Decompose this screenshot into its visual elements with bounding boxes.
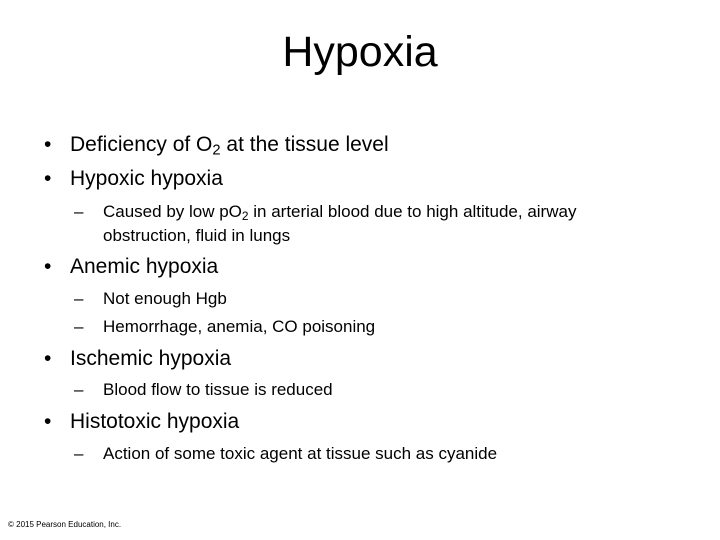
bullet-text: Hypoxic hypoxia — [70, 167, 223, 190]
bullet-marker: • — [44, 347, 52, 370]
sub-bullet-text: Blood flow to tissue is reduced — [103, 380, 333, 399]
page-title: Hypoxia — [282, 28, 438, 76]
copyright-footer: © 2015 Pearson Education, Inc. — [8, 520, 122, 529]
sub-bullet-marker: – — [74, 444, 84, 463]
bullet-text: Ischemic hypoxia — [70, 347, 232, 370]
sub-bullet-text: obstruction, fluid in lungs — [103, 226, 291, 245]
sub-bullet-marker: – — [74, 317, 84, 336]
sub-bullet-marker: – — [74, 380, 84, 399]
bullet-text: Deficiency of $O_2$ at the tissue level — [70, 133, 389, 159]
sub-bullet-text: Action of some toxic agent at tissue such as cyanide — [103, 444, 498, 463]
bullet-marker: • — [44, 133, 52, 156]
sub-bullet-marker: – — [74, 202, 84, 221]
sub-bullet-text: Not enough Hgb — [103, 289, 227, 308]
bullet-text: Histotoxic hypoxia — [70, 410, 240, 433]
sub-bullet-text: Hemorrhage, anemia, CO poisoning — [103, 317, 376, 336]
bullet-marker: • — [44, 410, 52, 433]
bullet-text: Anemic hypoxia — [70, 255, 219, 278]
sub-bullet-text: Caused by low $pO_2$ in arterial blood due to high altitude, airway — [103, 202, 577, 223]
bullet-marker: • — [44, 255, 52, 278]
sub-bullet-marker: – — [74, 289, 84, 308]
bullet-marker: • — [44, 167, 52, 190]
